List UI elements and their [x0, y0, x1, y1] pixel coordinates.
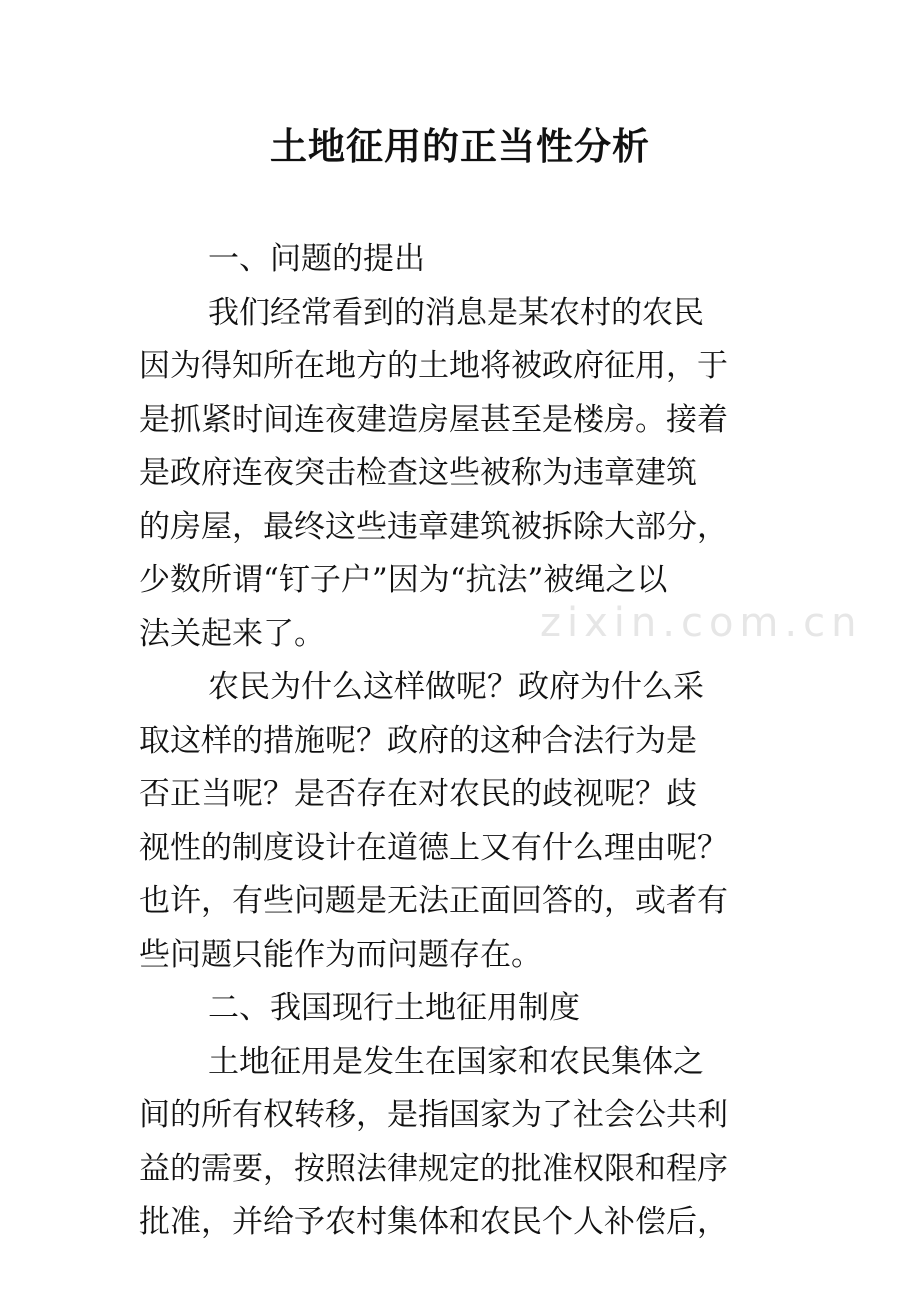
document-body — [139, 233, 805, 1250]
section-heading: 二、我国现行土地征用制度 — [208, 990, 580, 1026]
paragraph-line: 的房屋，最终这些违章建筑被拆除大部分， — [139, 508, 728, 545]
paragraph-line: 我们经常看到的消息是某农村的农民 — [208, 294, 704, 331]
paragraph-line: 农民为什么这样做呢？政府为什么采 — [208, 669, 704, 705]
paragraph-line: 土地征用是发生在国家和农民集体之 — [208, 1043, 704, 1080]
document-title: 土地征用的正当性分析 — [270, 125, 650, 168]
paragraph-line: 取这样的措施呢？政府的这种合法行为是 — [139, 722, 697, 759]
paragraph-line: 批准，并给予农村集体和农民个人补偿后， — [139, 1204, 728, 1240]
paragraph-line: 少数所谓“钉子户”因为“抗法”被绳之以 — [139, 562, 668, 598]
paragraph-line: 也许，有些问题是无法正面回答的，或者有 — [139, 883, 728, 919]
paragraph-line: 益的需要，按照法律规定的批准权限和程序 — [139, 1150, 728, 1187]
paragraph-line: 间的所有权转移，是指国家为了社会公共利 — [139, 1097, 728, 1133]
paragraph-line: 因为得知所在地方的土地将被政府征用，于 — [139, 348, 728, 384]
paragraph-line: 法关起来了。 — [139, 615, 325, 652]
paragraph-line: 些问题只能作为而问题存在。 — [139, 936, 542, 973]
paragraph-line: 是抓紧时间连夜建造房屋甚至是楼房。接着 — [139, 401, 728, 438]
paragraph-line: 视性的制度设计在道德上又有什么理由呢？ — [139, 829, 728, 866]
paragraph-line: 是政府连夜突击检查这些被称为违章建筑 — [139, 455, 697, 491]
paragraph-line: 否正当呢？是否存在对农民的歧视呢？歧 — [139, 776, 697, 812]
watermark: zixin.com.cn — [540, 600, 863, 646]
section-heading: 一、问题的提出 — [208, 241, 425, 277]
